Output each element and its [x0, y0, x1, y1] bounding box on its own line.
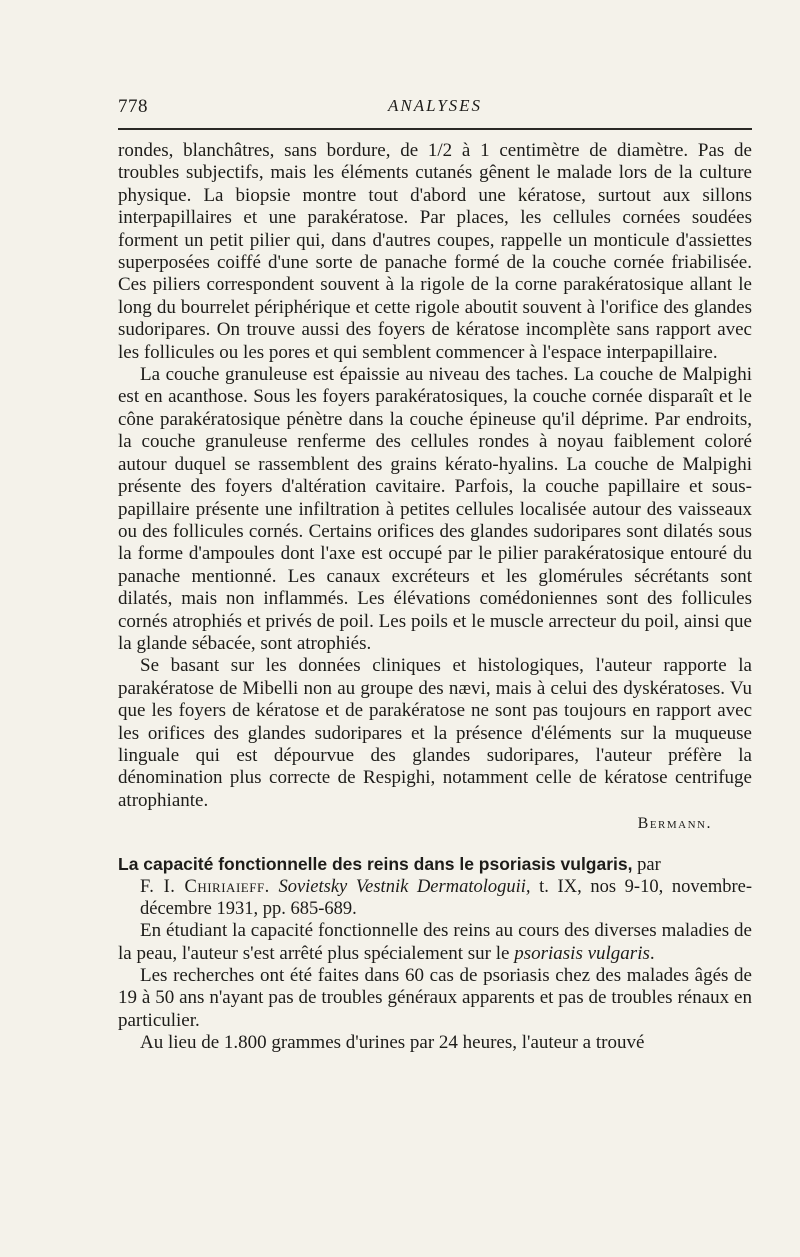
article-issue: t. IX, nos 9-10, novembre-décembre 1931, pp. 685-689. [140, 877, 752, 920]
article-citation [118, 876, 752, 920]
page-number: 778 [118, 96, 148, 117]
body-paragraph-1-end: . [649, 942, 655, 964]
article-heading [118, 853, 752, 920]
body-paragraph-1 [118, 920, 752, 965]
header-rule [118, 128, 752, 130]
article-journal: Sovietsky Vestnik Dermatologuii, [278, 877, 531, 898]
running-title: ANALYSES [387, 96, 483, 115]
reviewer-signature: Bermann. [637, 815, 712, 833]
body-paragraph-2: Les recherches ont été faites dans 60 cas de psoriasis chez des malades âgés de 19 à 50 ans n'ayant pas de troubles généraux apparents et pas de troubles rénaux en particulier. [118, 965, 752, 1031]
body-paragraph-3: Au lieu de 1.800 grammes d'urines par 24 heures, l'auteur a trouvé [140, 1032, 645, 1054]
article-by: par [637, 855, 661, 876]
page-header [118, 96, 752, 120]
body-paragraph-1-emphasis: psoriasis vulgaris [514, 942, 650, 964]
body-paragraph-1-text: En étudiant la capacité fonctionnelle des reins au cours des diverses maladies de la peau, l'auteur s'est arrêté plus spécialement sur le [118, 920, 752, 964]
paragraph-1: rondes, blanchâtres, sans bordure, de 1/2 à 1 centimètre de diamètre. Pas de troubles subjectifs, mais les éléments cutanés gênent le malade lors de la culture physique. La biopsie montre tout d'abord une kératose, surtout aux sillons interpapillaires et une parakératose. Par places, les cellules cornées soudées forment un petit pilier qui, dans d'autres coupes, rappelle un monticule d'assiettes superposées coiffé d'une sorte de panache formé de la couche cornée friabilisée. Ces piliers correspondent souvent à la rigole de la corne parakératosique allant le long du bourrelet périphérique et cette rigole aboutit souvent à l'orifice des glandes sudoripares. On trouve aussi des foyers de kératose incomplète sans rapport avec les follicules ou les pores et qui semblent commencer à l'espace interpapillaire. [118, 140, 752, 363]
page-content [118, 140, 752, 1055]
article-title: La capacité fonctionnelle des reins dans le psoriasis vulgaris, [118, 854, 633, 875]
paragraph-3: Se basant sur les données cliniques et histologiques, l'auteur rapporte la parakératose de Mibelli non au groupe des nævi, mais à celui des dyskératoses. Vu que les foyers de kératose et de parakératose ne sont pas toujours en rapport avec les orifices des glandes sudoripares et la présence d'éléments sur la muqueuse linguale qui est dépourvue des glandes sudoripares, l'auteur préfère la dénomination plus correcte de Respighi, notamment celle de kératose centrifuge atrophiante. [118, 655, 752, 811]
article-author: F. I. Chiriaieff. [140, 877, 270, 898]
paragraph-2: La couche granuleuse est épaissie au niveau des taches. La couche de Malpighi est en acanthose. Sous les foyers parakératosiques, la couche cornée disparaît et le cône parakératosique pénètre dans la couche épineuse qu'il déprime. Par endroits, la couche granuleuse renferme des cellules rondes à noyau faiblement coloré autour duquel se rassemblent des grains kérato-hyalins. La couche de Malpighi présente des foyers d'altération cavitaire. Parfois, la couche papillaire et sous-papillaire présente une infiltration à petites cellules localisée autour des vaisseaux ou des follicules cornés. Certains orifices des glandes sudoripares sont dilatés sous la forme d'ampoules dont l'axe est occupé par le pilier parakératosique entouré du panache mentionné. Les canaux excréteurs et les glomérules sécrétants sont dilatés, mais non inflammés. Les élévations comédoniennes sont des follicules cornés atrophiés et privés de poil. Les poils et le muscle arrecteur du poil, ainsi que la glande sébacée, sont atrophiés. [118, 364, 752, 654]
